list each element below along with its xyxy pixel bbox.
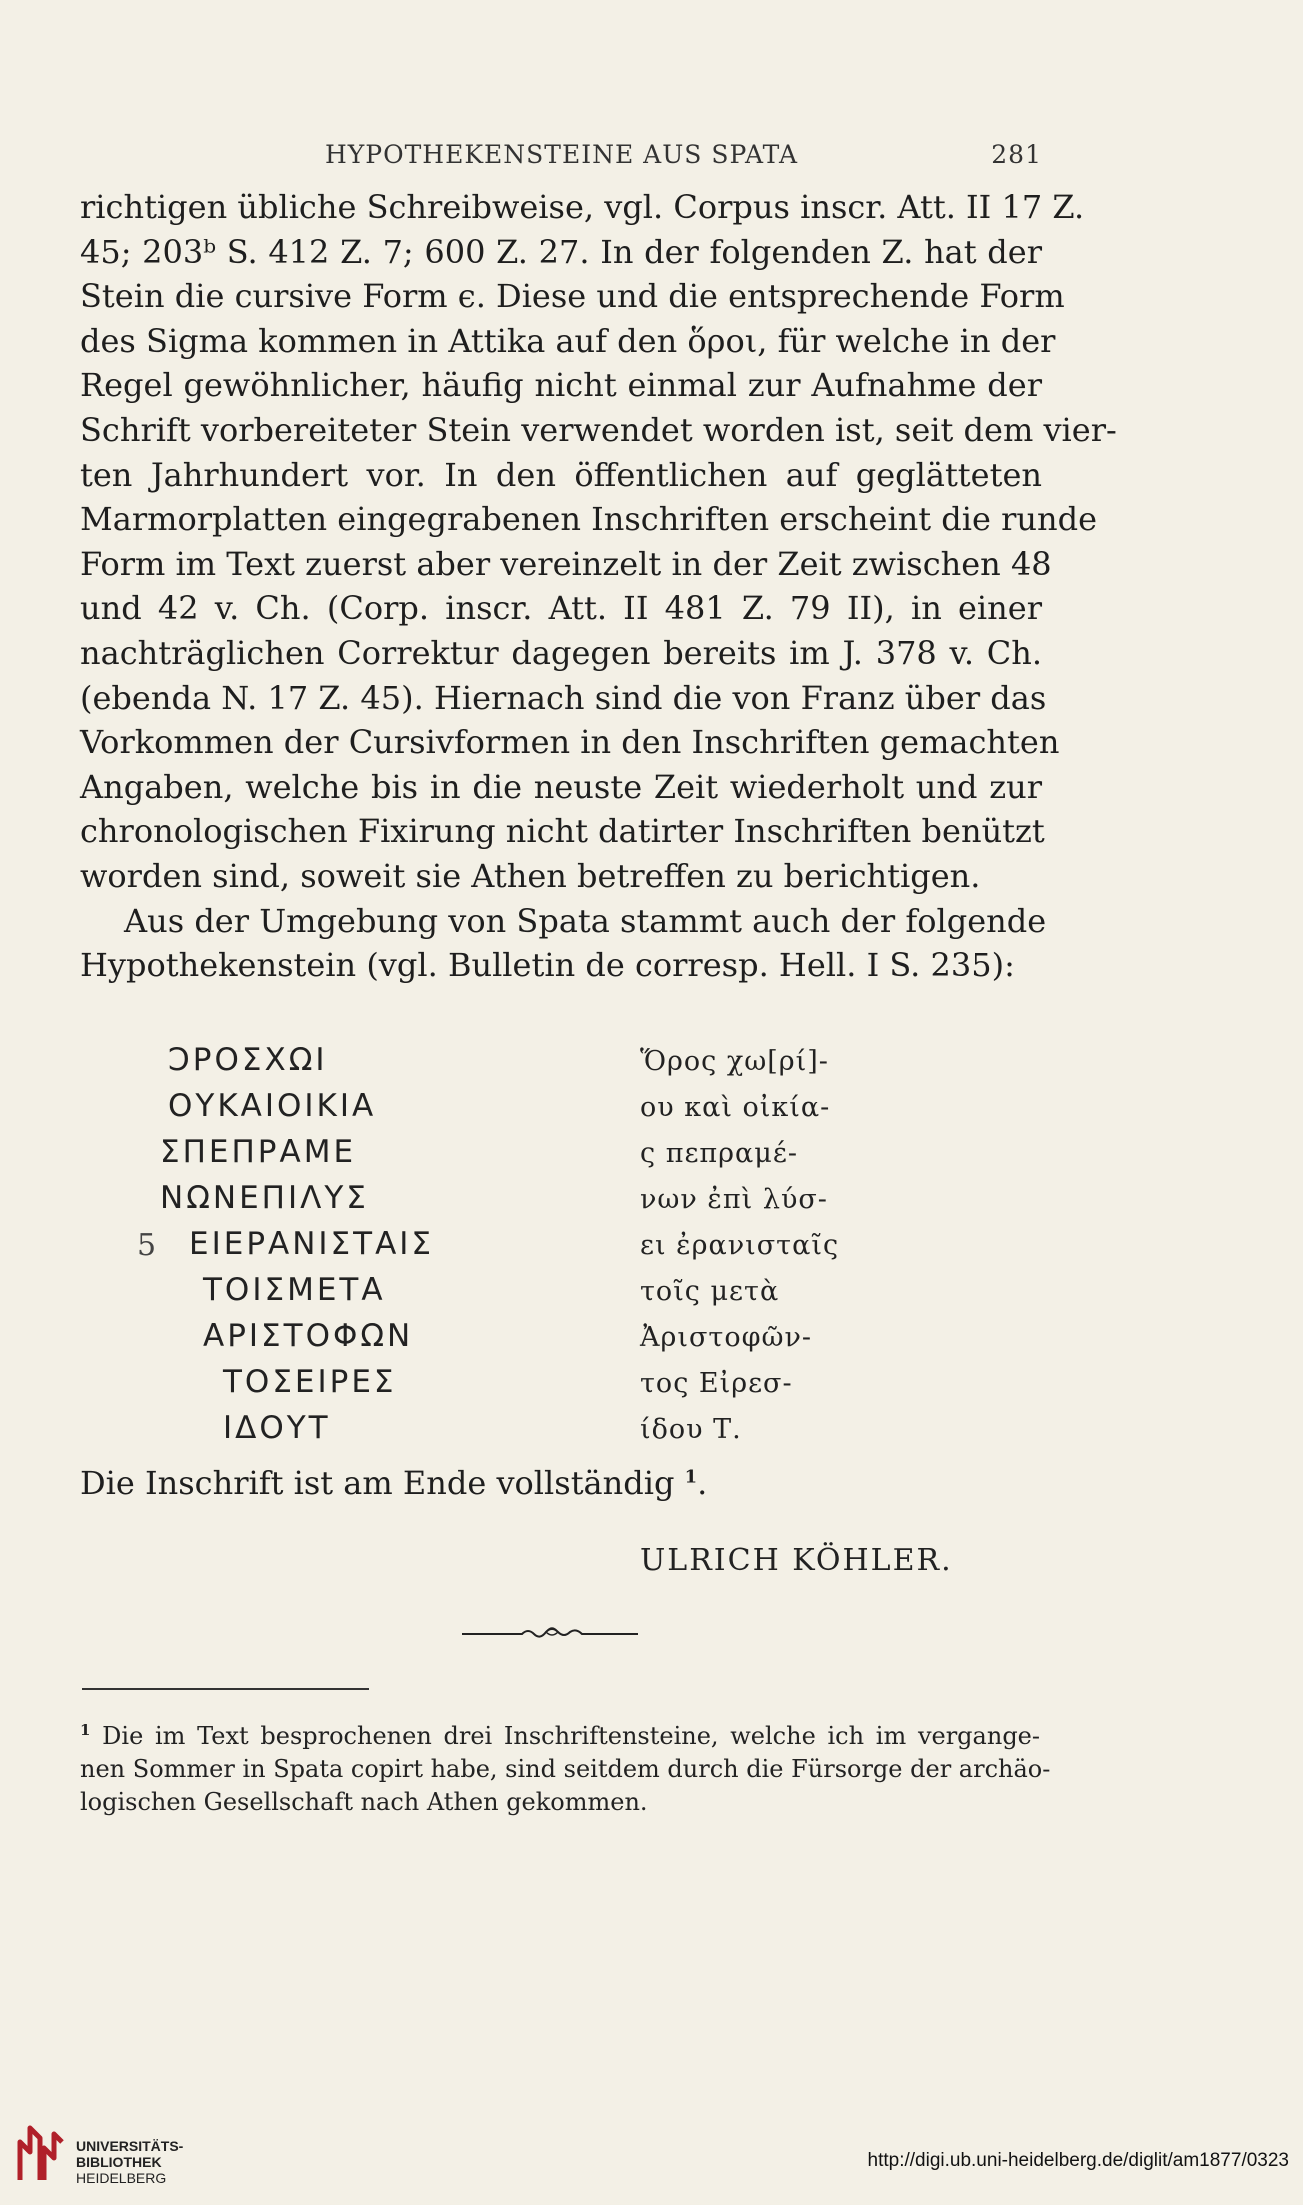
text-line: 45; 203ᵇ S. 412 Z. 7; 600 Z. 27. In der folgenden Z. hat der — [80, 232, 1042, 271]
text-line: Marmorplatten eingegrabenen Inschriften erscheint die runde — [80, 500, 1098, 539]
transcription-line: ίδου Τ. — [640, 1414, 742, 1445]
text-line: Angaben, welche bis in die neuste Zeit wiederholt und zur — [80, 767, 1042, 806]
footnote-marker: 1 — [80, 1721, 91, 1739]
inscription-row — [125, 1178, 1045, 1224]
text-line: ten Jahrhundert vor. In den öffentlichen auf geglätteten — [80, 455, 1042, 494]
majuscule-line: ΤΟΙΣΜΕΤΑ — [203, 1272, 386, 1308]
paragraph-2 — [80, 899, 1047, 988]
text-line: des Sigma kommen in Attika auf den ὅροι, für welche in der — [80, 321, 1056, 360]
library-logo-icon[interactable] — [14, 2122, 66, 2186]
text-line: chronologischen Fixirung nicht datirter Inschriften benützt — [80, 812, 1045, 851]
author-signature: ULRICH KÖHLER. — [640, 1543, 953, 1578]
text-line: worden sind, soweit sie Athen betreffen zu berichtigen. — [80, 856, 981, 895]
library-name-line: UNIVERSITÄTS- — [76, 2138, 184, 2154]
transcription-line: ου καὶ οἰκία- — [640, 1092, 831, 1123]
line-number: 5 — [137, 1228, 157, 1263]
text-line: Form im Text zuerst aber vereinzelt in der Zeit zwischen 48 — [80, 544, 1052, 583]
transcription-line: ς πεπραμέ- — [640, 1138, 798, 1169]
closing-text: Die Inschrift ist am Ende vollständig — [80, 1464, 675, 1502]
text-line: Stein die cursive Form ϵ. Diese und die entsprechende Form — [80, 277, 1065, 316]
footnote-line: nen Sommer in Spata copirt habe, sind seitdem durch die Fürsorge der archäo- — [80, 1755, 1051, 1783]
text-line: (ebenda N. 17 Z. 45). Hiernach sind die von Franz über das — [80, 678, 1047, 717]
running-title: HYPOTHEKENSTEINE AUS SPATA — [325, 140, 799, 169]
majuscule-line: ΙΔΟΥΤ — [223, 1410, 331, 1446]
transcription-line: τοῖς μετὰ — [640, 1276, 780, 1307]
inscription-row — [125, 1362, 1045, 1408]
footnote-rule — [82, 1688, 369, 1690]
majuscule-line: ΑΡΙΣΤΟΦΩΝ — [203, 1318, 414, 1354]
library-name — [76, 2138, 183, 2186]
inscription-row — [125, 1132, 1045, 1178]
body-text — [80, 185, 1117, 988]
transcription-line: ει ἐρανισταῖς — [640, 1230, 840, 1261]
inscription-row — [125, 1224, 1045, 1270]
text-line: Hypothekenstein (vgl. Bulletin de corresp. Hell. I S. 235): — [80, 946, 1015, 985]
inscription-row — [125, 1040, 1045, 1086]
footnote-text: Die im Text besprochenen drei Inschriftensteine, welche ich im vergange- — [102, 1722, 1040, 1750]
majuscule-line: ΤΟΣΕΙΡΕΣ — [223, 1364, 397, 1400]
transcription-line: Ἀριστοφῶν- — [640, 1322, 813, 1353]
footnote-line — [80, 1714, 1040, 1753]
source-url-link[interactable]: http://digi.ub.uni-heidelberg.de/diglit/am1877/0323 — [867, 2150, 1289, 2171]
text-line: Regel gewöhnlicher, häufig nicht einmal zur Aufnahme der — [80, 366, 1042, 405]
footnote — [80, 1714, 1051, 1819]
page-header — [80, 140, 1040, 180]
majuscule-line: ΟΥΚΑΙΟΙΚΙΑ — [168, 1088, 377, 1124]
transcription-line: νων ἐπὶ λύσ- — [640, 1184, 828, 1215]
text-line: Vorkommen der Cursivformen in den Inschriften gemachten — [80, 723, 1060, 762]
footnote-line: logischen Gesellschaft nach Athen gekommen. — [80, 1788, 648, 1816]
closing-period: . — [697, 1464, 708, 1502]
transcription-line: Ὅρος χω[ρί]- — [640, 1046, 829, 1077]
text-line: Schrift vorbereiteter Stein verwendet worden ist, seit dem vier- — [80, 410, 1117, 449]
inscription-row — [125, 1316, 1045, 1362]
text-line: nachträglichen Correktur dagegen bereits im J. 378 v. Ch. — [80, 633, 1042, 672]
majuscule-line: ΝΩΝΕΠΙΛΥΣ — [160, 1180, 369, 1216]
text-line: richtigen übliche Schreibweise, vgl. Corpus inscr. Att. II 17 Z. — [80, 188, 1085, 226]
closing-sentence — [80, 1464, 707, 1502]
page-number: 281 — [991, 140, 1042, 169]
text-line: und 42 v. Ch. (Corp. inscr. Att. II 481 Z. 79 II), in einer — [80, 589, 1042, 628]
paragraph-1 — [80, 185, 1117, 899]
inscription-row — [125, 1086, 1045, 1132]
transcription-line: τος Εἰρεσ- — [640, 1368, 793, 1399]
library-name-line: BIBLIOTHEK — [76, 2154, 162, 2170]
majuscule-line: ΣΠΕΠΡΑΜΕ — [160, 1134, 357, 1170]
majuscule-line: ΕΙΕΡΑΝΙΣΤΑΙΣ — [189, 1226, 435, 1262]
library-name-line: HEIDELBERG — [76, 2170, 167, 2186]
inscription-row — [125, 1408, 1045, 1454]
footnote-reference[interactable]: 1 — [684, 1466, 698, 1488]
inscription-block — [125, 1040, 1045, 1460]
inscription-row — [125, 1270, 1045, 1316]
text-line: Aus der Umgebung von Spata stammt auch der folgende — [124, 901, 1047, 940]
majuscule-line: ϽΡΟΣΧΩΙ — [168, 1042, 328, 1078]
ornament-divider — [460, 1620, 640, 1644]
